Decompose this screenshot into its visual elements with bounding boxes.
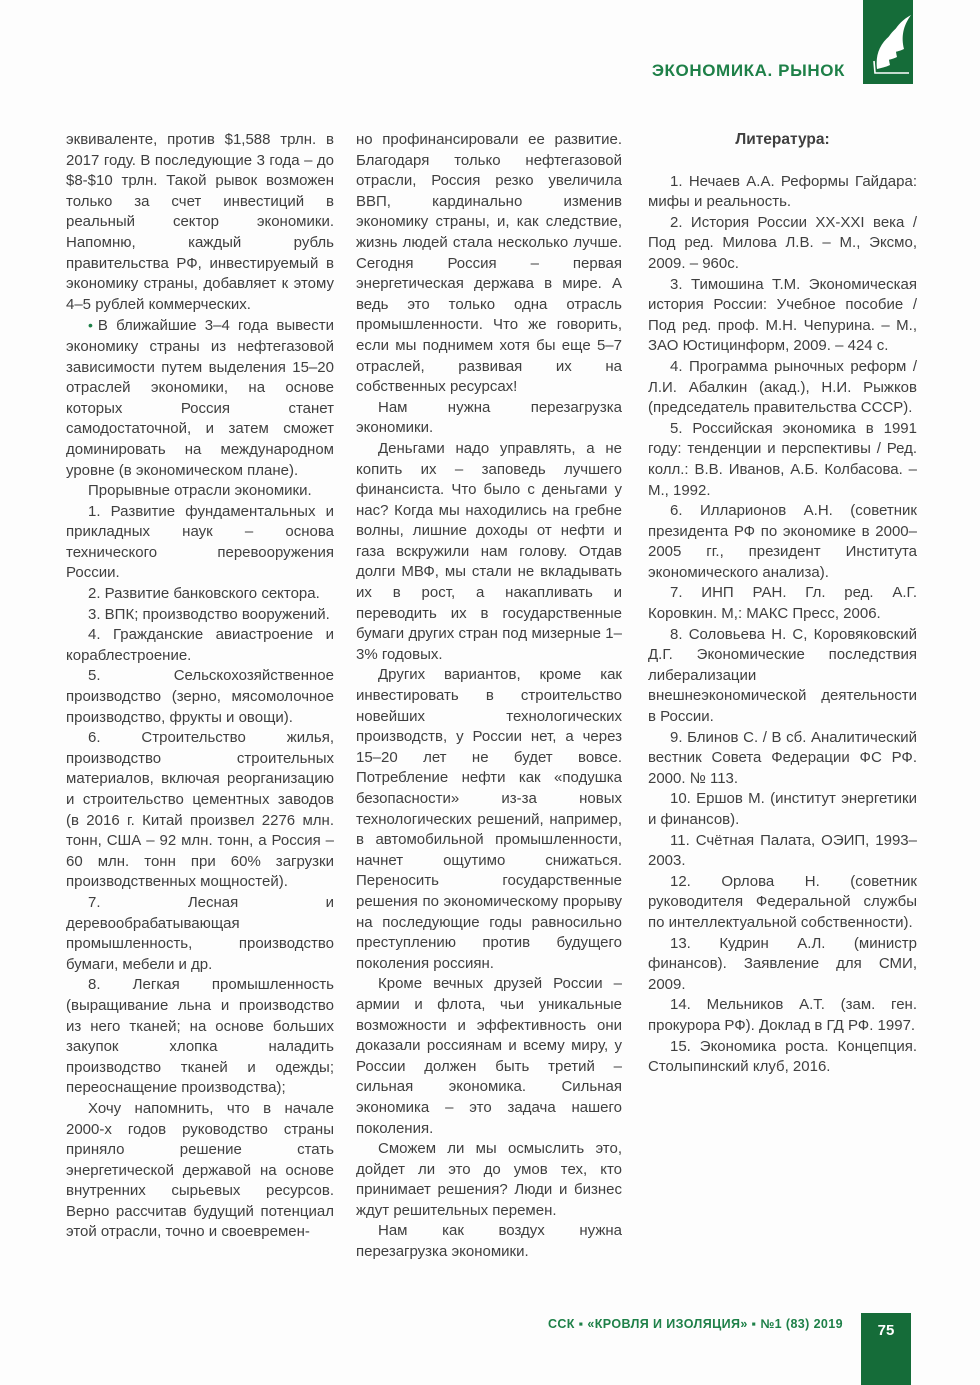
article-body [66,130,918,1263]
paragraph: Деньгами надо управлять, а не копить их – заповедь лучшего финансиста. Что было с деньгами у нас? Когда мы находились на гребне волны, лишние доходы от нефти и газа вскружили нам голову. Отдав долги МВФ, мы стали не вкладывать их в рост, а накапливать и переводить их в государственные бумаги других стран под мизерные 1–3% годовых. [356,439,622,663]
list-paragraph: 4. Гражданские авиастроение и кораблестроение. [66,626,334,664]
literature-item: 4. Программа рыночных реформ / Л.И. Абалкин (акад.), Н.И. Рыжков (председатель правительства СССР). [648,357,917,417]
page-number-badge [861,1313,911,1385]
paragraph: Других вариантов, кроме как инвестировать в строительство новейших технологических производств, у России нет, а через 15–20 лет не будет вовсе. Потребление нефти как «подушка безопасности» из-за новых технологических решений, например, в автомобильной промышленности, начнет ощутимо снижаться. Переносить государственные решения по экономическому прорыву на последующие годы равносильно преступлению против будущего поколения россиян. [356,666,622,972]
column-2 [356,130,622,1263]
literature-item: 6. Илларионов А.Н. (советник президента РФ по экономике в 2000–2005 гг., президент Института экономического анализа). [648,502,917,581]
literature-item: 7. ИНП РАН. Гл. ред. А.Г. Коровкин. М,: МАКС Пресс, 2006. [648,584,917,623]
list-paragraph: 7. Лесная и деревообрабатывающая промышленность, производство бумаги, мебели и др. [66,893,334,973]
publisher-logo [863,0,913,84]
list-paragraph: 1. Развитие фундаментальных и прикладных наук – основа технического перевооружения России. [66,502,334,582]
paragraph: Хочу напомнить, что в начале 2000-х годов руководство страны приняло решение стать энергетической державой на основе внутренних сырьевых ресурсов. Верно рассчитав будущий потенциал этой отрасли, точно и своевремен- [66,1099,334,1241]
footer-issue-line: ССК ▪ «КРОВЛЯ И ИЗОЛЯЦИЯ» ▪ №1 (83) 2019 [547,1317,843,1331]
literature-item: 8. Соловьева Н. С, Коровяковский Д.Г. Экономические последствия либерализации внешнеэкономической деятельности в России. [648,625,917,726]
list-paragraph: 8. Легкая промышленность (выращивание льна и производство из него тканей; на основе больших закупок хлопка наладить производство тканей и одежды; переоснащение производства); [66,976,334,1097]
column-3-literature [648,130,917,1078]
paragraph: Прорывные отрасли экономики. [88,482,312,500]
paragraph: Кроме вечных друзей России – армии и флота, чьи уникальные возможности и эффективность они доказали россиянам и всему миру, у России должен быть третий – сильная экономика. Сильная экономика – это задача нашего поколения. [356,975,622,1137]
literature-item: 5. Российская экономика в 1991 году: тенденции и перспективы / Ред. колл.: В.В. Иванов, А.Б. Колбасова. – М., 1992. [648,419,917,499]
list-paragraph: 6. Строительство жилья, производство строительных материалов, включая реорганизацию и строительство цементных заводов (в 2016 г. Китай произвел 2276 млн. тонн, США – 92 млн. тонн, а Россия – 60 млн. тонн при 60% загрузки производственных мощностей). [66,729,334,891]
paragraph: Нам как воздух нужна перезагрузка экономики. [356,1222,622,1261]
bullet-icon: • [88,317,93,334]
section-title: ЭКОНОМИКА. РЫНОК [651,61,845,80]
column-1 [66,130,334,1243]
publisher-logo-icon [863,0,913,84]
bulleted-paragraph [66,315,334,481]
page-number: 75 [877,1322,895,1339]
literature-item: 9. Блинов С. / В сб. Аналитический вестник Совета Федерации ФС РФ. 2000. № 113. [648,728,917,787]
list-paragraph: 3. ВПК; производство вооружений. [88,605,330,623]
paragraph: Сможем ли мы осмыслить это, дойдет ли это до умов тех, кто принимает решения? Люди и бизнес ждут решительных перемен. [356,1140,622,1219]
list-paragraph: 5. Сельскохозяйственное производство (зерно, мясомолочное производство, фрукты и овощи). [66,667,334,726]
literature-item: 1. Нечаев А.А. Реформы Гайдара: мифы и реальность. [648,172,917,211]
paragraph-text: В ближайшие 3–4 года вывести экономику страны из нефтегазовой зависимости путем выделения 15–20 отраслей экономики, на основе которых Россия станет самодостаточной, и затем сможет доминировать на международном уровне (в экономическом плане). [66,317,334,479]
literature-item: 12. Орлова Н. (советник руководителя Федеральной службы по интеллектуальной собственности). [648,872,917,931]
literature-item: 2. История России XX-XXI века / Под ред. Милова Л.В. – М., Эксмо, 2009. – 960с. [648,213,917,272]
literature-item: 15. Экономика роста. Концепция. Столыпинский клуб, 2016. [648,1037,917,1076]
literature-title: Литература: [735,131,830,148]
paragraph: но профинансировали ее развитие. Благодаря только нефтегазовой отрасли, Россия резко увеличила ВВП, кардинально изменив экономику страны, и, как следствие, жизнь людей стала несколько лучше. Сегодня Россия – первая энергетическая держава в мире. А ведь это только одна отрасль промышленности. Что же говорить, если мы поднимем хотя бы еще 5–7 отраслей, развивая их на собственных ресурсах! [356,131,622,396]
literature-item: 14. Мельников А.Т. (зам. ген. прокурора РФ). Доклад в ГД РФ. 1997. [648,996,917,1034]
literature-item: 10. Ершов М. (институт энергетики и финансов). [648,790,917,828]
literature-item: 11. Счётная Палата, ОЭИП, 1993–2003. [648,831,917,870]
paragraph: Нам нужна перезагрузка экономики. [356,398,622,437]
literature-item: 3. Тимошина Т.М. Экономическая история России: Учебное пособие / Под ред. проф. М.Н. Чепурина. – М., ЗАО Юстицинформ, 2009. – 424 с. [648,275,917,355]
paragraph: эквиваленте, против $1,588 трлн. в 2017 году. В последующие 3 года – до $8-$10 трлн. Такой рывок возможен только за счет инвестиций в реальный сектор экономики. Напомню, каждый рубль правительства РФ, инвестируемый в экономику страны, добавляет к этому 4–5 рублей коммерческих. [66,131,334,313]
list-paragraph: 2. Развитие банковского сектора. [88,585,320,603]
literature-item: 13. Кудрин А.Л. (министр финансов). Заявление для СМИ, 2009. [648,934,917,993]
